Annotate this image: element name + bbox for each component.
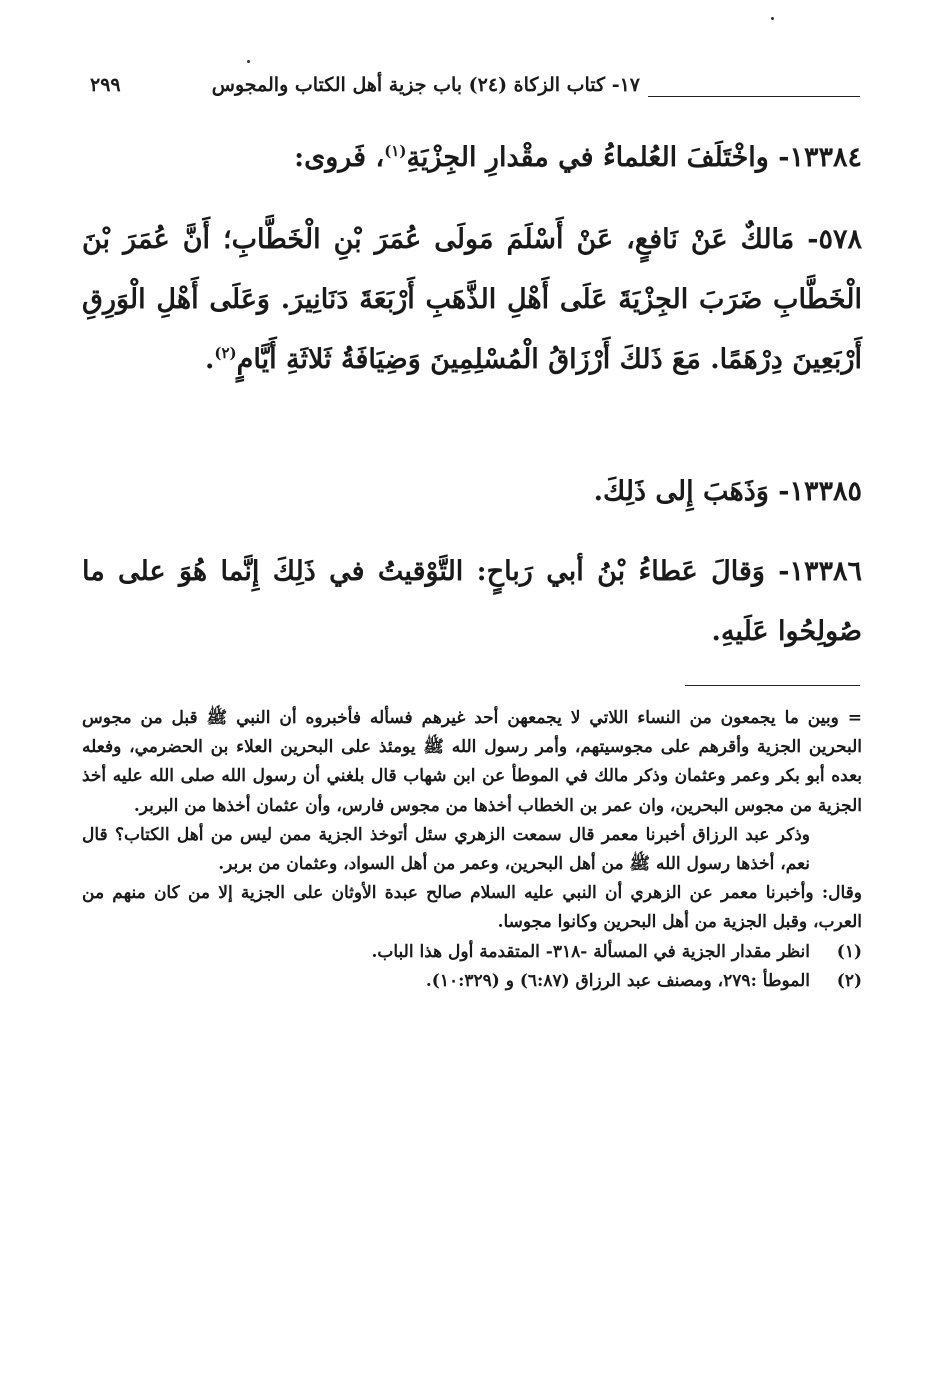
footnotes-area	[82, 704, 862, 996]
page-number: ٢٩٩	[90, 74, 121, 96]
footnote-text: الموطأ :٢٧٩، ومصنف عبد الرزاق (٦:٨٧) و (١٠:٣٢٩).	[425, 970, 810, 991]
scan-speck	[771, 17, 774, 20]
paragraph-tail: .	[204, 344, 215, 375]
paragraph-13385	[82, 462, 862, 522]
paragraph-tail: ، فَروى:	[294, 142, 385, 173]
footnote-1	[82, 938, 862, 967]
hadith-number: ٥٧٨-	[807, 224, 862, 255]
footnote-paragraph: وقال: وأخبرنا معمر عن الزهري أن النبي عليه السلام صالح عبدة الأوثان على الجزية إلا من كان منهم من العرب، وقبل الجزية من أهل البحرين وكانوا مجوسا.	[82, 883, 862, 933]
paragraph-13384	[82, 128, 862, 188]
hadith-text: مَالكٌ عَنْ نَافعٍ، عَنْ أَسْلَمَ مَولَى عُمَرَ بْنِ الْخَطَّابِ؛ أَنَّ عُمَرَ بْنَ الْخَطَّابِ ضَرَبَ الجِزْيَةَ عَلَى أَهْلِ الذَّهَبِ أَرْبَعَةَ دَنَانِيرَ. وَعَلَى أَهْلِ الْوَرِقِ أَرْبَعِينَ دِرْهَمًا. مَعَ ذَلكَ أَرْزَاقُ الْمُسْلِمِينَ وَضِيَافَةُ ثَلاثَةِ أَيَّامٍ	[82, 224, 862, 375]
paragraph-number: ١٣٣٨٦-	[778, 556, 862, 587]
footnote-text: انظر مقدار الجزية في المسألة -٣١٨- المتقدمة أول هذا الباب.	[371, 941, 810, 962]
footnote-2	[82, 967, 862, 996]
paragraph-number: ١٣٣٨٤-	[778, 142, 862, 173]
scan-speck	[247, 60, 250, 63]
footnote-continuation: = وبين ما يجمعون من النساء اللاتي لا يجمعهن أحد غيرهم فسأله فأخبروه أن النبي ﷺ قبل من مجوس البحرين الجزية وأقرهم على مجوسيتهم، وأمر رسول الله ﷺ يومئذ على البحرين العلاء بن الحضرمي، وفعله بعده أبو بكر وعمر وعثمان وذكر مالك في الموطأ عن ابن شهاب قال بلغني أن رسول الله صلى الله عليه أخذ الجزية من مجوس البحرين، وان عمر بن الخطاب أخذها من مجوس فارس، وأن عثمان أخذها من البربر.	[82, 708, 862, 816]
header-title: ١٧- كتاب الزكاة (٢٤) باب جزية أهل الكتاب والمجوس	[211, 74, 640, 96]
footnote-ref: (٢)	[214, 344, 237, 362]
footnote-separator	[685, 685, 860, 686]
paragraph-13386	[82, 542, 862, 662]
paragraph-578	[82, 210, 862, 390]
footnote-number: (٢)	[836, 970, 862, 991]
footnote-ref: (١)	[384, 142, 407, 160]
paragraph-number: ١٣٣٨٥-	[778, 476, 862, 507]
footnote-number: (١)	[836, 941, 862, 962]
paragraph-text: وَقالَ عَطاءُ بْنُ أبي رَباحٍ: التَّوْقيتُ في ذَلِكَ إِنَّما هُوَ على ما صُولِحُوا عَلَيهِ.	[82, 556, 862, 647]
header-rule	[648, 96, 860, 97]
footnote-paragraph: وذكر عبد الرزاق أخبرنا معمر قال سمعت الزهري سئل أتوخذ الجزية ممن ليس من أهل الكتاب؟ قال نعم، أخذها رسول الله ﷺ من أهل البحرين، وعمر من أهل السواد، وعثمان من بربر.	[82, 824, 810, 875]
paragraph-text: واخْتَلَفَ العُلماءُ في مقْدارِ الجِزْيَةِ	[406, 142, 769, 173]
paragraph-text: وَذَهَبَ إِلى ذَلِكَ.	[593, 476, 769, 507]
running-header	[90, 74, 860, 108]
